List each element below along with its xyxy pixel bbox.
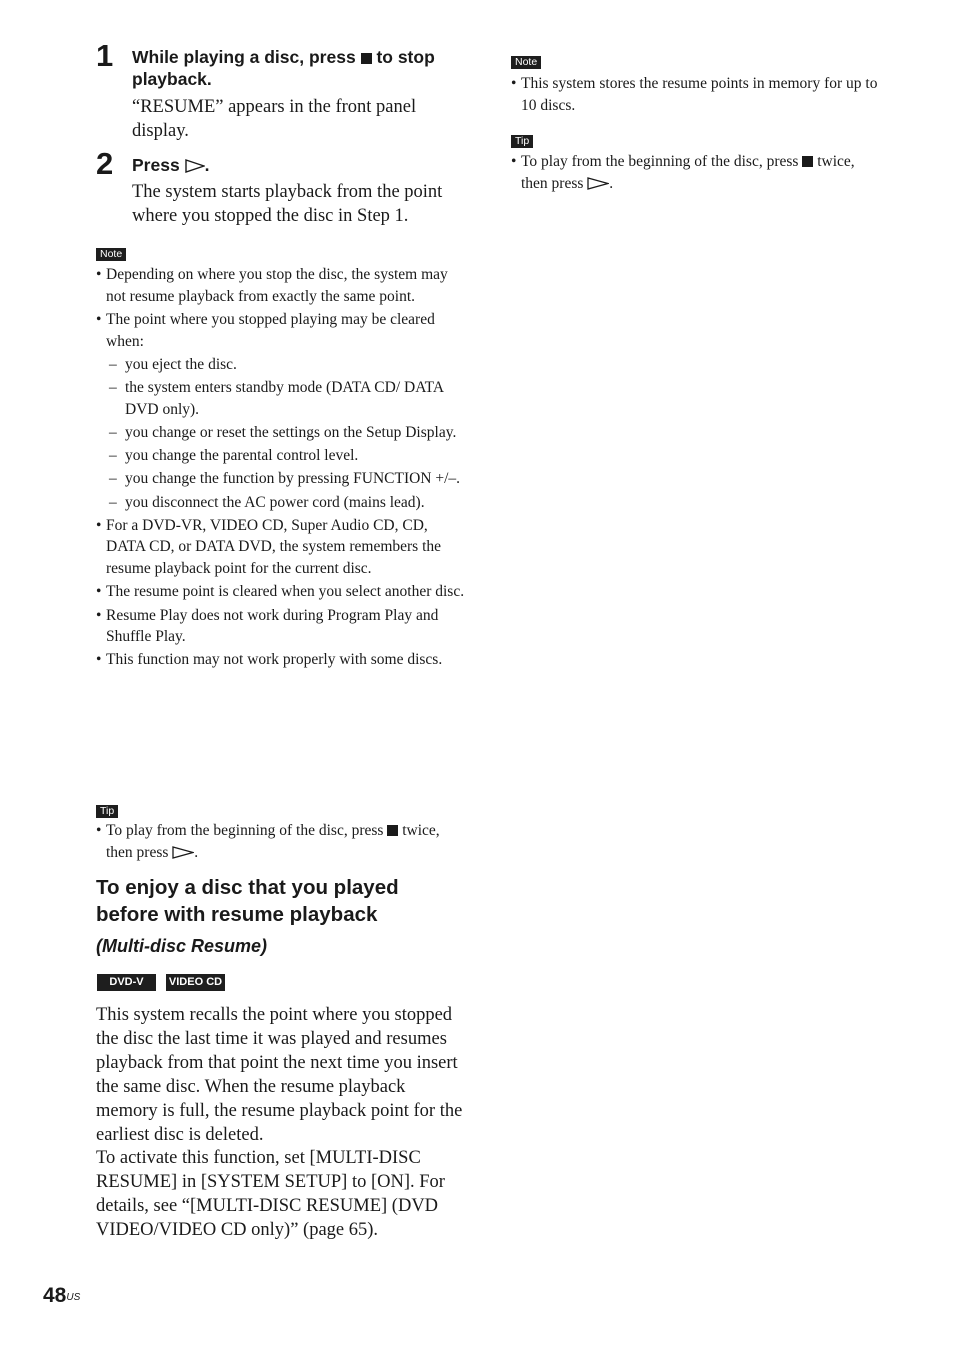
- sub-list-item: – you disconnect the AC power cord (mains lead).: [96, 492, 466, 514]
- page-region-suffix: US: [66, 1292, 81, 1303]
- video-cd-badge: VIDEO CD: [166, 974, 225, 991]
- step-title: While playing a disc, press to stop playback.: [132, 47, 435, 89]
- step-number: 1: [96, 38, 114, 73]
- stop-square-icon: [387, 825, 398, 836]
- note-label: Note: [96, 248, 126, 261]
- stop-square-icon: [802, 156, 813, 167]
- note-label: Note: [511, 56, 541, 69]
- list-item: • To play from the beginning of the disc, press twice, then press .: [511, 151, 883, 194]
- list-item: • Resume Play does not work during Program Play and Shuffle Play.: [96, 605, 466, 648]
- play-triangle-icon: [185, 159, 205, 173]
- section-subheading: (Multi-disc Resume): [96, 936, 268, 956]
- tip-list: [511, 151, 883, 196]
- play-triangle-icon: [172, 846, 194, 859]
- step-body: The system starts playback from the point where you stopped the disc in Step 1.: [132, 182, 443, 226]
- sub-list-item: – you change or reset the settings on the Setup Display.: [96, 422, 466, 444]
- sub-list-item: – the system enters standby mode (DATA CD/ DATA DVD only).: [96, 377, 466, 420]
- step-title: Press .: [132, 155, 210, 175]
- sub-list-item: – you eject the disc.: [96, 354, 466, 376]
- list-item: • For a DVD-VR, VIDEO CD, Super Audio CD, CD, DATA CD, or DATA DVD, the system remembers the resume playback point for the current disc.: [96, 515, 466, 580]
- note-list: [511, 73, 883, 118]
- play-triangle-icon: [587, 177, 609, 190]
- body-paragraph: This system recalls the point where you stopped the disc the last time it was played and resumes playback from that point the next time you insert the same disc. When the resume playback memory is full, the resume playback point for the earliest disc is deleted.: [96, 1005, 463, 1145]
- list-item: • To play from the beginning of the disc, press twice, then press .: [96, 820, 466, 863]
- page-number: $48^{US}$: [43, 1284, 81, 1307]
- list-item: • The point where you stopped playing may be cleared when:: [96, 309, 466, 352]
- sub-list-item: – you change the parental control level.: [96, 445, 466, 467]
- tip-list: [96, 820, 466, 865]
- dvd-v-badge: DVD-V: [97, 974, 156, 991]
- list-item: • Depending on where you stop the disc, the system may not resume playback from exactly the same point.: [96, 264, 466, 307]
- list-item: • The resume point is cleared when you select another disc.: [96, 581, 466, 603]
- sub-list-item: – you change the function by pressing FUNCTION +/–.: [96, 468, 466, 490]
- step-body: “RESUME” appears in the front panel display.: [132, 97, 417, 141]
- note-list: [96, 264, 466, 673]
- tip-label: Tip: [511, 135, 533, 148]
- stop-square-icon: [361, 53, 372, 64]
- list-item: • This function may not work properly with some discs.: [96, 649, 466, 671]
- list-item: • This system stores the resume points in memory for up to 10 discs.: [511, 73, 883, 116]
- section-heading: To enjoy a disc that you played before with resume playback: [96, 876, 399, 926]
- body-paragraph: To activate this function, set [MULTI-DISC RESUME] in [SYSTEM SETUP] to [ON]. For details, see “[MULTI-DISC RESUME] (DVD VIDEO/VIDEO CD only)” (page 65).: [96, 1148, 445, 1240]
- step-number: 2: [96, 146, 114, 181]
- tip-label: Tip: [96, 805, 118, 818]
